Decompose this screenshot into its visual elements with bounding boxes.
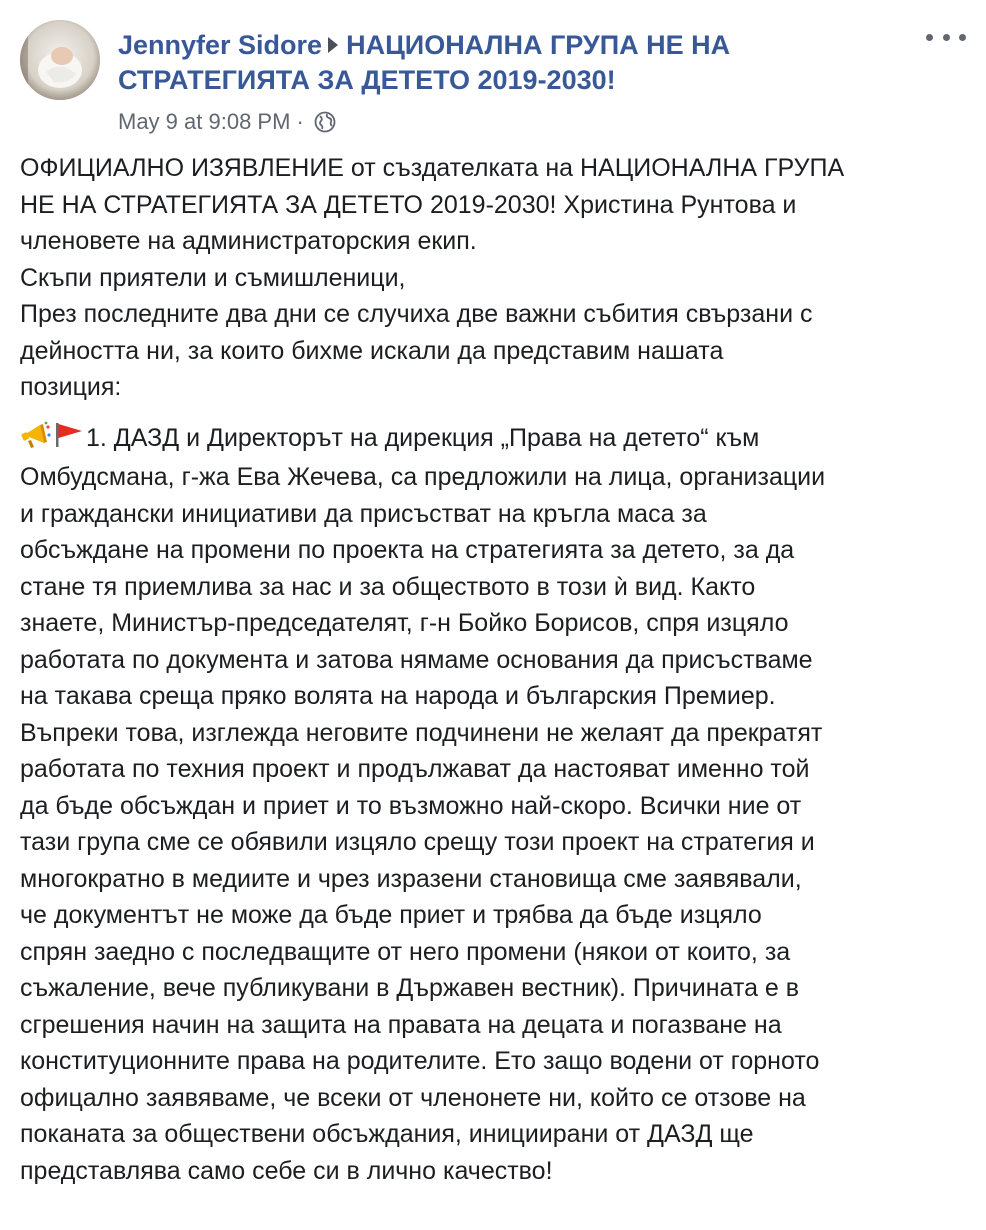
point1-line: многократно в медиите и чрез изразени становища сме заявявали, (20, 864, 802, 893)
author-name-link[interactable]: Jennyfer Sidore (118, 30, 323, 60)
point1-line: поканата за обществени обсъждания, инициирани от ДАЗД ще (20, 1120, 754, 1148)
intro-line: Скъпи приятели и съмишленици, (20, 263, 406, 292)
intro-line: ОФИЦИАЛНО ИЗЯВЛЕНИЕ от създателката на НАЦИОНАЛНА ГРУПА (20, 154, 845, 182)
globe-icon[interactable] (314, 111, 336, 140)
title-line-2 (118, 63, 878, 98)
post-body (20, 150, 970, 1189)
point1-line: конституционните права на родителите. Ето защо водени от горното (20, 1047, 820, 1075)
intro-line: дейността ни, за които бихме искали да представим нашата (20, 336, 724, 365)
point1-line: офицално заявяваме, че всеки от членонете ни, който се отзове на (20, 1083, 806, 1112)
avatar-photo-icon (20, 20, 100, 100)
more-dot-3 (959, 34, 966, 41)
group-name-link-continued[interactable]: СТРАТЕГИЯТА ЗА ДЕТЕТО 2019-2030! (118, 65, 616, 95)
point1-line: работата по документа и затова нямаме основания да присъстваме (20, 645, 813, 674)
point1-line: сгрешения начин на защита на правата на децата и погазване на (20, 1010, 782, 1039)
intro-line: членовете на администраторския екип. (20, 227, 477, 255)
point1-line: стане тя приемлива за нас и за обществото в този ѝ вид. Както (20, 572, 756, 601)
more-dot-2 (943, 34, 950, 41)
point1-line: и граждански инициативи да присъстват на кръгла маса за (20, 499, 707, 528)
point1-first-line (20, 420, 970, 460)
megaphone-icon (20, 421, 52, 460)
point1-line: обсъждане на промени по проекта на стратегията за детето, за да (20, 536, 795, 564)
post-timestamp[interactable]: May 9 at 9:08 PM · (118, 109, 310, 134)
more-options-icon[interactable] (926, 22, 966, 52)
group-name-link[interactable]: НАЦИОНАЛНА ГРУПА НЕ НА (346, 30, 731, 60)
red-flag-icon (52, 421, 86, 460)
header-text (118, 28, 878, 140)
point1-line: на такава среща пряко волята на народа и българския Премиер. (20, 682, 776, 710)
point1-text: 1. ДАЗД и Директорът на дирекция „Права на детето“ към (86, 423, 760, 452)
paragraph-gap (20, 406, 970, 420)
point1-line: да бъде обсъждан и приет и то възможно най-скоро. Всички ние от (20, 791, 802, 820)
post-meta (118, 108, 878, 140)
point1-line: съжаление, вече публикувани в Държавен вестник). Причината е в (20, 974, 800, 1002)
point1-line: Въпреки това, изглежда неговите подчинени не желаят да прекратят (20, 718, 823, 747)
intro-line: През последните два дни се случиха две важни събития свързани с (20, 300, 813, 328)
point1-line: знаете, Министър-председателят, г-н Бойко Борисов, спря изцяло (20, 609, 789, 637)
point1-line: че документът не може да бъде приет и трябва да бъде изцяло (20, 901, 762, 929)
intro-line: позиция: (20, 373, 122, 401)
post-header (20, 20, 966, 140)
point1-line: работата по техния проект и продължават да настояват именно той (20, 755, 810, 783)
triangle-right-icon (328, 37, 338, 53)
point1-line: спрян заедно с последващите от него промени (някои от които, за (20, 937, 791, 966)
title-line-1 (118, 28, 878, 63)
more-dot-1 (926, 34, 933, 41)
author-avatar[interactable] (20, 20, 100, 100)
point1-line: представлява само себе си в лично качество! (20, 1156, 553, 1185)
point1-line: Омбудсмана, г-жа Ева Жечева, са предложили на лица, организации (20, 463, 826, 491)
point1-line: тази група сме се обявили изцяло срещу този проект на стратегия и (20, 828, 815, 856)
intro-line: НЕ НА СТРАТЕГИЯТА ЗА ДЕТЕТО 2019-2030! Христина Рунтова и (20, 190, 797, 219)
